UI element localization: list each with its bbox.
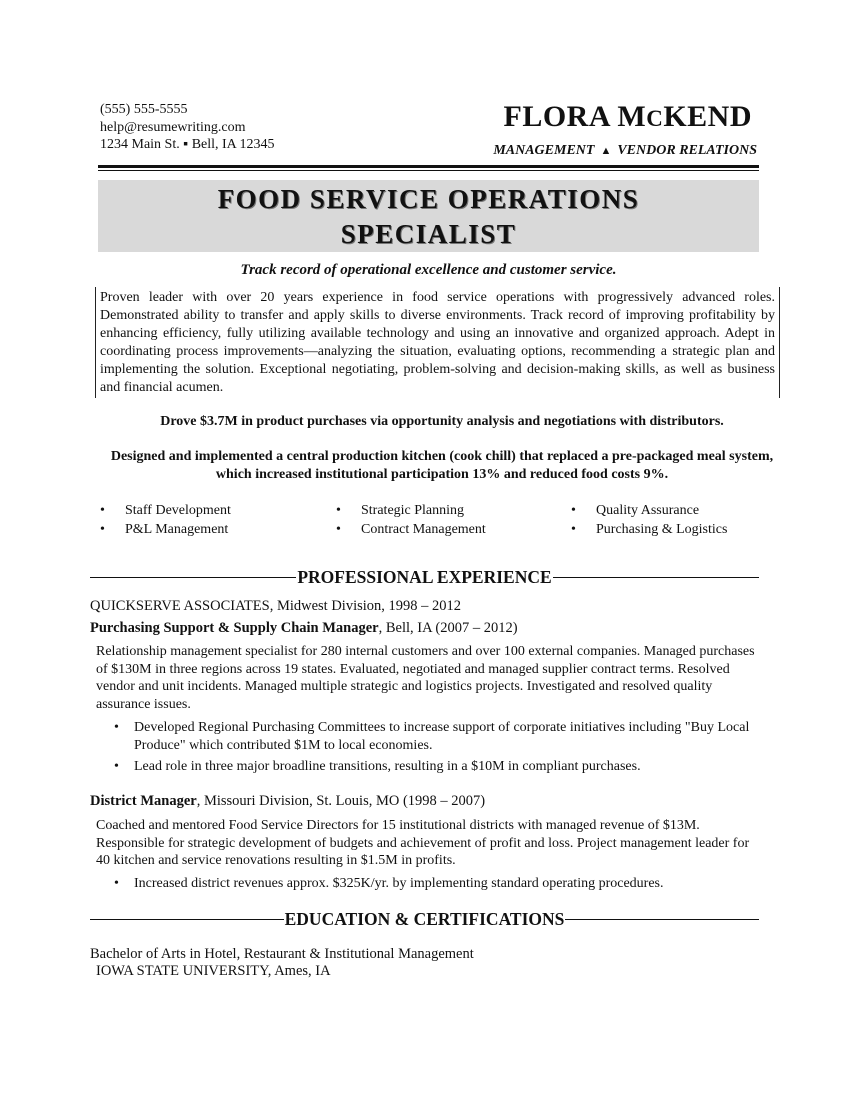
- job-bullet: • Developed Regional Purchasing Committees to increase support of corporate initiatives including "Buy Local Produce" which contributed $1M to local economies.: [114, 719, 784, 754]
- section-heading-experience: PROFESSIONAL EXPERIENCE: [90, 567, 759, 588]
- education-degree: Bachelor of Arts in Hotel, Restaurant & Institutional Management: [90, 946, 474, 962]
- job-bullets: [114, 719, 784, 780]
- skill-item: • Strategic Planning: [336, 501, 486, 520]
- candidate-tagline: [493, 143, 757, 159]
- education-school: IOWA STATE UNIVERSITY, Ames, IA: [96, 963, 331, 979]
- skill-item: • P&L Management: [100, 520, 231, 539]
- highlight-achievement-1: Drove $3.7M in product purchases via opportunity analysis and negotiations with distributors.: [160, 414, 724, 429]
- job-bullet: • Increased district revenues approx. $325K/yr. by implementing standard operating procedures.: [114, 875, 784, 893]
- heading-rule-right: [565, 919, 759, 921]
- skills-column-3: [571, 501, 727, 539]
- highlight-achievement-2: Designed and implemented a central production kitchen (cook chill) that replaced a pre-packaged meal system, which increased institutional participation 13% and reduced food costs 9%.: [110, 449, 774, 482]
- heading-rule-left: [90, 577, 296, 579]
- triangle-separator-icon: ▲: [600, 145, 612, 157]
- job-title-line: [90, 620, 518, 637]
- job-bullet: • Lead role in three major broadline transitions, resulting in a $10M in compliant purchases.: [114, 758, 784, 776]
- title-line-1: FOOD SERVICE OPERATIONS: [217, 184, 640, 214]
- skills-column-1: [100, 501, 231, 539]
- contact-email: help@resumewriting.com: [100, 119, 246, 135]
- skill-item: • Staff Development: [100, 501, 231, 520]
- heading-rule-left: [90, 919, 284, 921]
- skill-item: • Quality Assurance: [571, 501, 727, 520]
- header-rule-thick: [98, 165, 759, 168]
- summary-paragraph: Proven leader with over 20 years experience in food service operations with progressively advanced roles. Demonstrated ability to transfer and apply skills to diverse environments. Track record of improving profitability by enhancing efficiency, fully utilizing available technology and using an innovative and organized approach. Adept in coordinating process improvements—analyzing the situation, evaluating options, recommending a strategic plan and implementing the solution. Exceptional negotiating, problem-solving and decision-making skills, as well as business and financial acumen.: [95, 287, 780, 398]
- title-line-2: SPECIALIST: [340, 219, 517, 249]
- job-details: , Missouri Division, St. Louis, MO (1998 – 2007): [196, 793, 486, 809]
- skill-item: • Purchasing & Logistics: [571, 520, 727, 539]
- job-description: Relationship management specialist for 280 internal customers and over 100 external companies. Managed purchases of $130M in three regions across 19 states. Evaluated, negotiated and managed supplier contract terms. Resolved vendor and unit incidents. Managed multiple strategic and logistics projects. Investigated and resolved quality assurance issues.: [96, 644, 755, 712]
- company-line: QUICKSERVE ASSOCIATES, Midwest Division, 1998 – 2012: [90, 598, 462, 614]
- job-title-line: [90, 793, 485, 810]
- section-heading-education: EDUCATION & CERTIFICATIONS: [90, 909, 759, 930]
- tagline-right: VENDOR RELATIONS: [617, 143, 757, 158]
- job-details: , Bell, IA (2007 – 2012): [378, 620, 518, 636]
- heading-rule-right: [553, 577, 759, 579]
- contact-block: [100, 101, 275, 154]
- skills-column-2: [336, 501, 486, 539]
- tagline-left: MANAGEMENT: [493, 143, 595, 158]
- job-title: Purchasing Support & Supply Chain Manager: [90, 620, 379, 636]
- resume-title-banner: [98, 180, 759, 252]
- job-description: Coached and mentored Food Service Directors for 15 institutional districts with managed revenue of $13M. Responsible for strategic development of budgets and achievement of profit and loss. Project management leader for 40 kitchen and service renovations resulting in $1.5M in profits.: [96, 818, 750, 868]
- job-bullets: [114, 875, 784, 897]
- contact-address: 1234 Main St. ▪ Bell, IA 12345: [100, 137, 275, 152]
- contact-phone: (555) 555-5555: [100, 102, 188, 117]
- resume-subtitle: Track record of operational excellence and customer service.: [240, 262, 617, 278]
- candidate-name: FLORA MCKEND: [503, 100, 752, 133]
- job-title: District Manager: [90, 793, 197, 809]
- skill-item: • Contract Management: [336, 520, 486, 539]
- header-rule-thin: [98, 170, 759, 171]
